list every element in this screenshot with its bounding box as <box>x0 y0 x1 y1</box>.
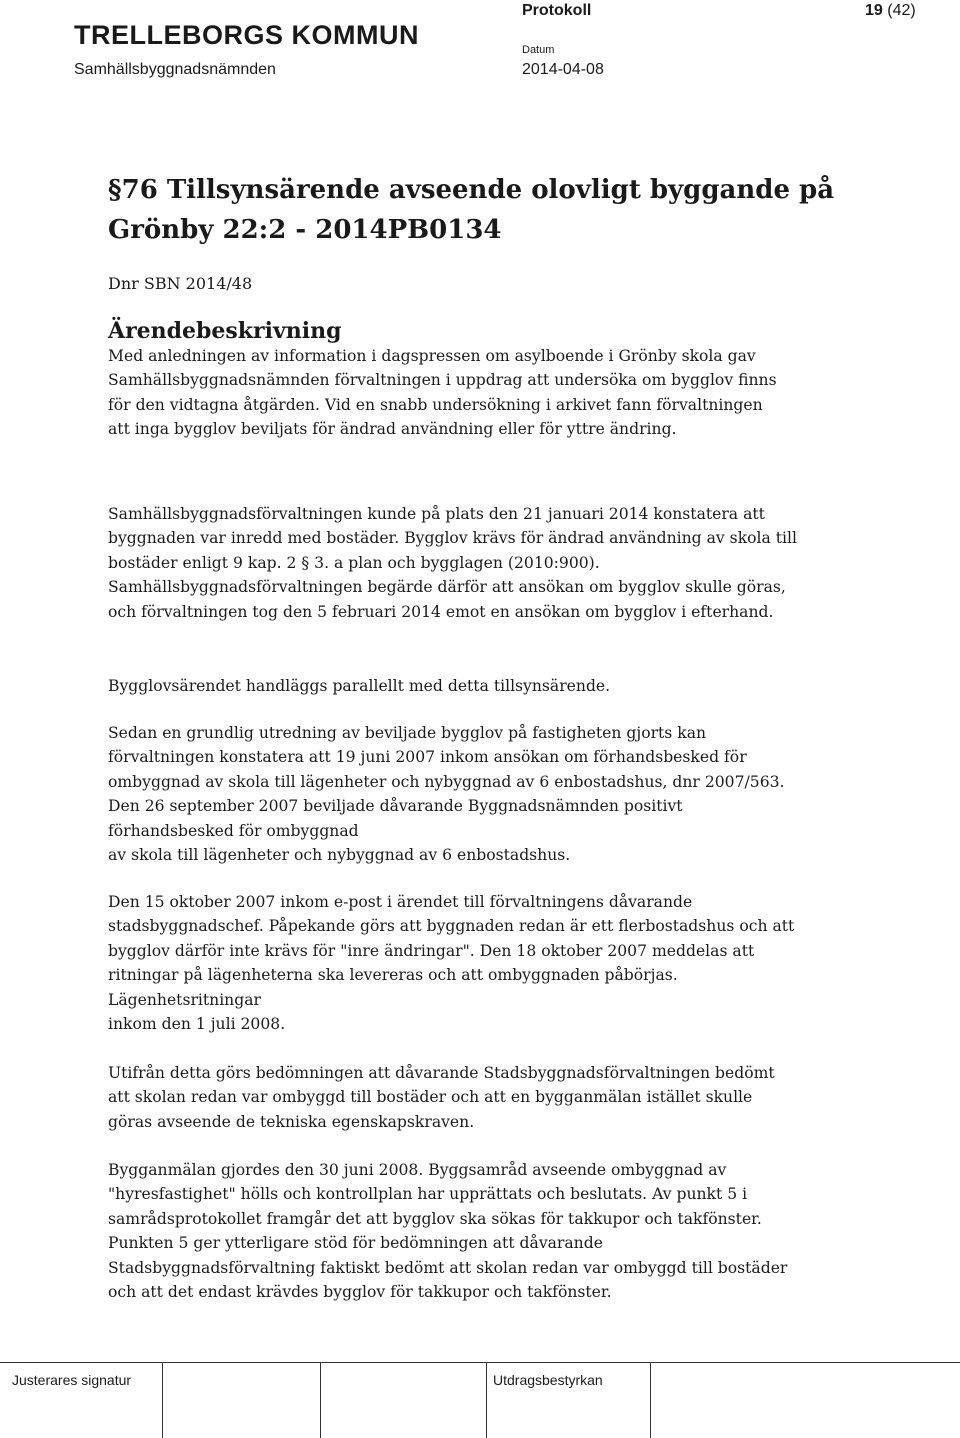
organization-name: TRELLEBORGS KOMMUN <box>74 20 419 50</box>
page-total: (42) <box>887 2 916 19</box>
signature-box-divider <box>650 1362 651 1438</box>
board-name: Samhällsbyggnadsnämnden <box>74 61 276 78</box>
paragraph: Bygganmälan gjordes den 30 juni 2008. Byggsamråd avseende ombyggnad av "hyresfastighet" hölls och kontrollplan har upprättats och beslutats. Av punkt 5 i samrådsprotokollet framgår det att bygglov ska sökas för takkupor och takfönster. Punkten 5 ger ytterligare stöd för bedömningen att dåvarande Stadsbyggnadsförvaltning faktiskt bedömt att skolan redan var ombyggd till bostäder och att det endast krävdes bygglov för takkupor och takfönster. <box>108 1161 788 1302</box>
paragraph: Med anledningen av information i dagspressen om asylboende i Grönby skola gav Samhällsbyggnadsnämnden förvaltningen i uppdrag att undersöka om bygglov finns för den vidtagna åtgärden. Vid en snabb undersökning i arkivet fann förvaltningen att inga bygglov beviljats för ändrad användning eller för yttre ändring. <box>108 347 777 439</box>
paragraph: Utifrån detta görs bedömningen att dåvarande Stadsbyggnadsförvaltningen bedömt att skolan redan var ombyggd till bostäder och att en bygganmälan istället skulle göras avseende de tekniska egenskapskraven. <box>108 1064 775 1131</box>
section-heading: Ärendebeskrivning <box>108 318 342 344</box>
signature-box-divider <box>162 1362 163 1438</box>
paragraph: Den 15 oktober 2007 inkom e-post i ärendet till förvaltningens dåvarande stadsbyggnadschef. Påpekande görs att byggnaden redan är ett flerbostadshus och att bygglov därför inte krävs för "inre ändringar". Den 18 oktober 2007 meddelas att ritningar på lägenheterna ska levereras och att ombyggnaden påbörjas. Lägenhetsritningar inkom den 1 juli 2008. <box>108 893 795 1034</box>
signature-label: Justerares signatur <box>12 1372 132 1388</box>
signature-box-divider <box>320 1362 321 1438</box>
footer-divider <box>0 1362 960 1363</box>
date-label: Datum <box>522 44 555 56</box>
page-current: 19 <box>865 2 883 19</box>
document-type: Protokoll <box>522 2 592 19</box>
case-number: Dnr SBN 2014/48 <box>108 274 253 293</box>
paragraph: Samhällsbyggnadsförvaltningen kunde på plats den 21 januari 2014 konstatera att byggnaden var inredd med bostäder. Bygglov krävs för ändrad användning av skola till bostäder enligt 9 kap. 2 § 3. a plan och bygglagen (2010:900). Samhällsbyggnadsförvaltningen begärde därför att ansökan om bygglov skulle göras, och förvaltningen tog den 5 februari 2014 emot en ansökan om bygglov i efterhand. <box>108 505 797 621</box>
signature-box-divider <box>486 1362 487 1438</box>
page-number <box>865 2 916 20</box>
paragraph: Bygglovsärendet handläggs parallellt med detta tillsynsärende. <box>108 677 611 695</box>
extract-label: Utdragsbestyrkan <box>493 1372 603 1388</box>
paragraph: Sedan en grundlig utredning av beviljade bygglov på fastigheten gjorts kan förvaltningen konstatera att 19 juni 2007 inkom ansökan om förhandsbesked för ombyggnad av skola till lägenheter och nybyggnad av 6 enbostadshus, dnr 2007/563. Den 26 september 2007 beviljade dåvarande Byggnadsnämnden positivt förhandsbesked för ombyggnad av skola till lägenheter och nybyggnad av 6 enbostadshus. <box>108 724 785 865</box>
date-value: 2014-04-08 <box>522 61 604 78</box>
section-title: §76 Tillsynsärende avseende olovligt byggande på Grönby 22:2 - 2014PB0134 <box>108 175 835 245</box>
